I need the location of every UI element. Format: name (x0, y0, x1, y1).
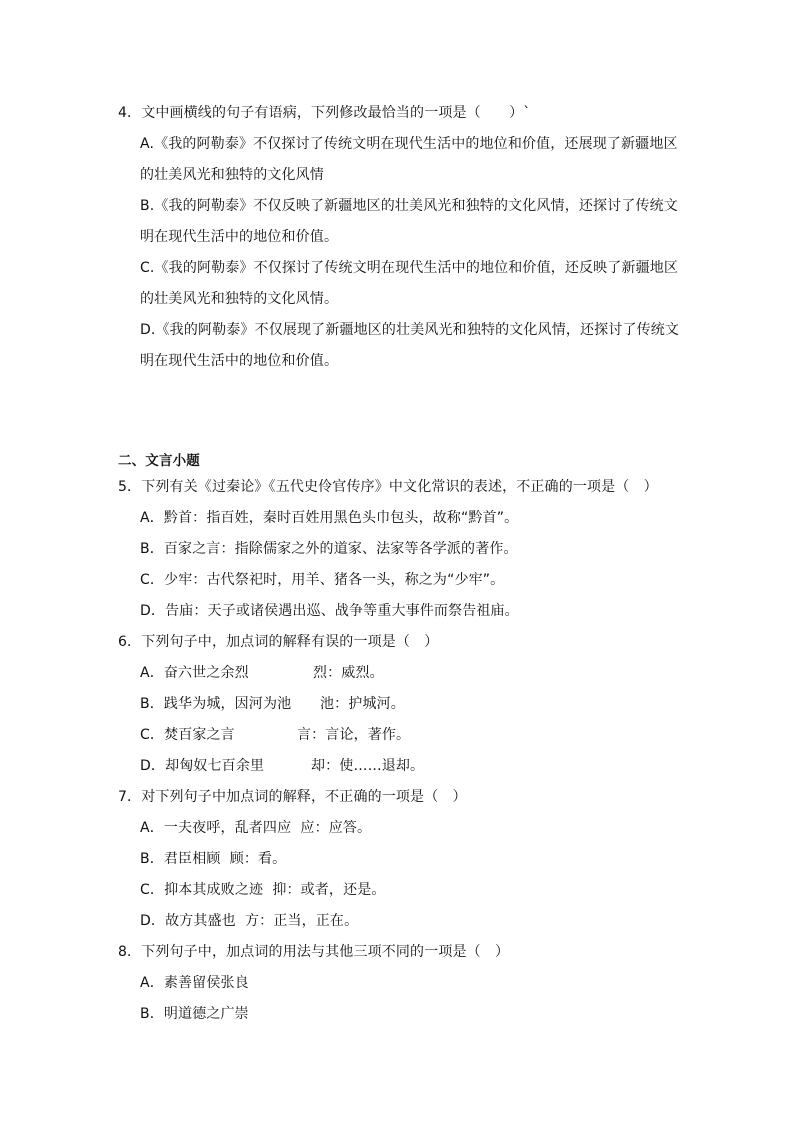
question-6-option-a-gloss: 烈：威烈。 (313, 665, 384, 681)
question-8-option-a: A．素善留侯张良 (140, 975, 249, 991)
section-heading: 二、文言小题 (118, 453, 200, 469)
question-6-stem: 6．下列句子中，加点词的解释有误的一项是（ ） (118, 634, 439, 650)
question-7-stem: 7．对下列句子中加点词的解释，不正确的一项是（ ） (118, 789, 467, 805)
question-4-option-b-line2: 明在现代生活中的地位和价值。 (140, 229, 339, 245)
question-5-option-c: C．少牢：古代祭祀时，用羊、猪各一头，称之为“少牢”。 (140, 572, 505, 588)
question-7-option-b: B．君臣相顾 顾：看。 (140, 851, 287, 867)
question-8-option-b: B．明道德之广崇 (140, 1006, 249, 1022)
question-4-stem: 4．文中画横线的句子有语病，下列修改最恰当的一项是（ ）` (118, 105, 531, 121)
question-6-option-c: C．焚百家之言 (140, 727, 235, 743)
question-5-option-d: D．告庙：天子或诸侯遇出巡、战争等重大事件而祭告祖庙。 (140, 603, 519, 619)
question-4-option-a-line1: A.《我的阿勒泰》不仅探讨了传统文明在现代生活中的地位和价值，还展现了新疆地区 (140, 136, 678, 152)
question-6-option-b-gloss: 池：护城河。 (320, 696, 405, 712)
question-6-option-d: D．却匈奴七百余里 (140, 758, 265, 774)
question-4-option-c-line1: C.《我的阿勒泰》不仅探讨了传统文明在现代生活中的地位和价值，还反映了新疆地区 (140, 260, 679, 276)
question-5-stem: 5．下列有关《过秦论》《五代史伶官传序》中文化常识的表述，不正确的一项是（ ） (118, 479, 658, 495)
question-5-option-a: A．黔首：指百姓，秦时百姓用黑色头巾包头，故称“黔首”。 (140, 510, 519, 526)
question-6-option-c-gloss: 言：言论，著作。 (297, 727, 411, 743)
question-4-option-d-line1: D.《我的阿勒泰》不仅展现了新疆地区的壮美风光和独特的文化风情，还探讨了传统文 (140, 322, 680, 338)
question-4-option-d-line2: 明在现代生活中的地位和价值。 (140, 353, 339, 369)
question-6-option-b: B．践华为城，因河为池 (140, 696, 292, 712)
question-6-option-d-gloss: 却：使……退却。 (311, 758, 425, 774)
question-7-option-c: C．抑本其成败之迹 抑：或者，还是。 (140, 882, 386, 898)
question-4-option-c-line2: 的壮美风光和独特的文化风情。 (140, 291, 339, 307)
question-7-option-a: A．一夫夜呼，乱者四应 应：应答。 (140, 820, 372, 836)
question-7-option-d: D．故方其盛也 方：正当，正在。 (140, 913, 359, 929)
question-4-option-b-line1: B.《我的阿勒泰》不仅反映了新疆地区的壮美风光和独特的文化风情，还探讨了传统文 (140, 198, 678, 214)
question-8-stem: 8．下列句子中，加点词的用法与其他三项不同的一项是（ ） (118, 944, 510, 960)
question-4-option-a-line2: 的壮美风光和独特的文化风情 (140, 167, 324, 183)
question-5-option-b: B．百家之言：指除儒家之外的道家、法家等各学派的著作。 (140, 541, 518, 557)
question-6-option-a: A．奋六世之余烈 (140, 665, 249, 681)
